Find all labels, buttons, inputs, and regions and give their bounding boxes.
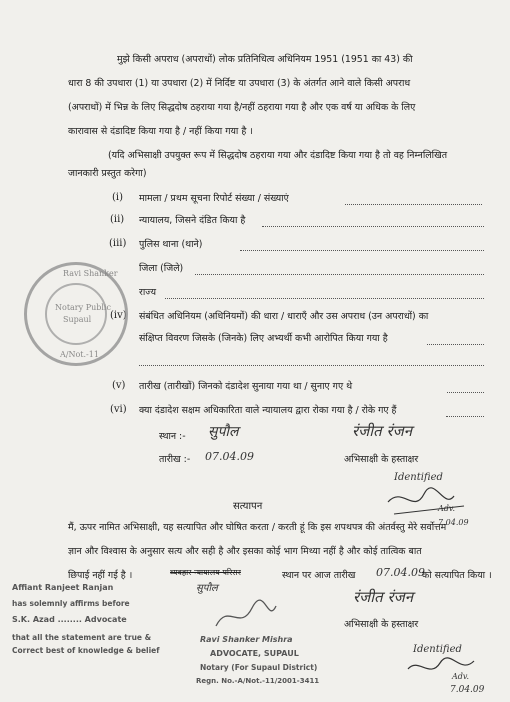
para1-line3: (अपराधों) में भिन्न के लिए सिद्धदोष ठहराया गया है/नहीं ठहराया गया है और एक वर्ष या अधिक के लिए: [68, 102, 416, 113]
verification-line2: ज्ञान और विश्वास के अनुसार सत्य और सही है और इसका कोई भाग मिथ्या नहीं है और कोई तात्विक बात: [68, 546, 422, 557]
item-iii-label: पुलिस थाना (थाने): [139, 239, 203, 250]
adv-date-2: 7.04.09: [450, 685, 485, 695]
para1-line4: कारावास से दंडादिष्ट किया गया है / नहीं किया गया है ।: [68, 126, 253, 137]
verification-line3-a: छिपाई नहीं गई है ।: [68, 570, 133, 581]
item-iv-line1: संबंधित अधिनियम (अधिनियमों) की धारा / धाराएँ और उस अपराध (उन अपराधों) का: [139, 311, 429, 322]
place-value: सुपौल: [208, 424, 239, 440]
advocate-stamp-notary: Notary (For Supaul District): [200, 663, 318, 672]
item-vi-number: (vi): [110, 404, 127, 415]
item-iii-district-label: जिला (जिले): [139, 263, 184, 274]
item-iii-blank: [240, 250, 484, 251]
adv-note: Adv.: [438, 504, 456, 513]
para2-line2: जानकारी प्रस्तुत करेगा): [68, 168, 147, 179]
item-iii-number: (iii): [109, 238, 127, 249]
advocate-stamp-name: Ravi Shanker Mishra: [200, 635, 293, 644]
date-value: 07.04.09: [205, 450, 254, 463]
verification-place-hand: सुपौल: [196, 583, 218, 594]
advocate-signature-2-icon: [404, 655, 484, 683]
verification-date: 07.04.09: [376, 566, 425, 579]
item-vi-label: क्या दंडादेश सक्षम अधिकारिता वाले न्यायालय द्वारा रोका गया है / रोके गए हैं: [139, 405, 397, 416]
place-label: स्थान :-: [159, 431, 186, 442]
item-iv-blank-2: [139, 365, 484, 366]
item-iv-number: (iv): [110, 310, 127, 321]
item-iv-line2: संक्षिप्त विवरण जिसके (जिनके) लिए अभ्यर्थी कभी आरोपित किया गया है: [139, 333, 388, 344]
affirm-stamp-line5: Correct best of knowledge & belief: [12, 646, 160, 655]
item-i-label: मामला / प्रथम सूचना रिपोर्ट संख्या / संख्याएं: [139, 193, 289, 204]
para1-line1: मुझे किसी अपराध (अपराधों) लोक प्रतिनिधित्व अधिनियम 1951 (1951 का 43) की: [117, 54, 413, 65]
affirm-stamp-line2: has solemnly affirms before: [12, 599, 130, 608]
deponent-sign-label-2: अभिसाक्षी के हस्ताक्षर: [344, 619, 419, 630]
notary-signature-icon: [210, 598, 280, 634]
item-v-blank: [447, 392, 484, 393]
adv-date: 7.04.09: [438, 518, 469, 527]
item-iii-state-label: राज्य: [139, 287, 157, 298]
seal-top-text: Ravi Shanker: [63, 269, 118, 278]
identified-note: Identified: [394, 472, 443, 483]
affirm-stamp-line4: that all the statement are true &: [12, 633, 152, 642]
item-iii-state-blank: [165, 298, 484, 299]
item-i-blank: [345, 204, 482, 205]
advocate-stamp-regn: Regn. No.-A/Not.-11/2001-3411: [196, 677, 320, 685]
item-v-label: तारीख (तारीखों) जिनको दंडादेश सुनाया गया था / सुनाए गए थे: [139, 381, 353, 392]
advocate-stamp-title: ADVOCATE, SUPAUL: [210, 649, 299, 658]
item-v-number: (v): [112, 380, 126, 391]
seal-city-text: Supaul: [63, 315, 92, 324]
deponent-signature: रंजीत रंजन: [352, 422, 413, 440]
verification-title: सत्यापन: [233, 501, 263, 512]
deponent-sign-label: अभिसाक्षी के हस्ताक्षर: [344, 454, 419, 465]
identified-note-2: Identified: [413, 644, 462, 655]
item-iii-district-blank: [195, 274, 484, 275]
para2-line1: (यदि अभिसाक्षी उपयुक्त रूप में सिद्धदोष ठहराया गया और दंडादिष्ट किया गया है तो वह निम्नलिखित: [108, 150, 448, 161]
notary-round-seal: [24, 262, 128, 366]
item-ii-blank: [262, 226, 484, 227]
affirm-stamp-line1: Affiant Ranjeet Ranjan: [12, 583, 114, 592]
adv-note-2: Adv.: [452, 672, 470, 681]
item-i-number: (i): [112, 192, 124, 203]
verification-struck-place: व्यवहार न्यायालय परिसर: [170, 568, 241, 577]
item-ii-label: न्यायालय, जिसने दंडित किया है: [139, 215, 246, 226]
deponent-signature-2: रंजीत रंजन: [353, 588, 414, 606]
verification-line3-c: को सत्यापित किया ।: [422, 570, 492, 581]
seal-bottom-text: A/Not.-11: [60, 350, 99, 359]
date-label: तारीख :-: [159, 454, 191, 465]
verification-line1: मैं, ऊपर नामित अभिसाक्षी, यह सत्यापित और घोषित करता / करती हूं कि इस शपथपत्र की अंतर्वस्तु मेरे सर्वोत्तम: [68, 522, 447, 533]
para1-line2: धारा 8 की उपधारा (1) या उपधारा (2) में निर्दिष्ट या उपधारा (3) के अंतर्गत आने वाले किसी अपराध: [68, 78, 411, 89]
verification-line3-b: स्थान पर आज तारीख: [282, 570, 356, 581]
seal-inner-ring: [45, 283, 107, 345]
item-ii-number: (ii): [110, 214, 125, 225]
seal-mid-text: Notary Public: [55, 303, 111, 312]
affirm-stamp-line3: S.K. Azad ........ Advocate: [12, 615, 127, 624]
item-iv-blank: [427, 344, 484, 345]
item-vi-blank: [446, 416, 484, 417]
